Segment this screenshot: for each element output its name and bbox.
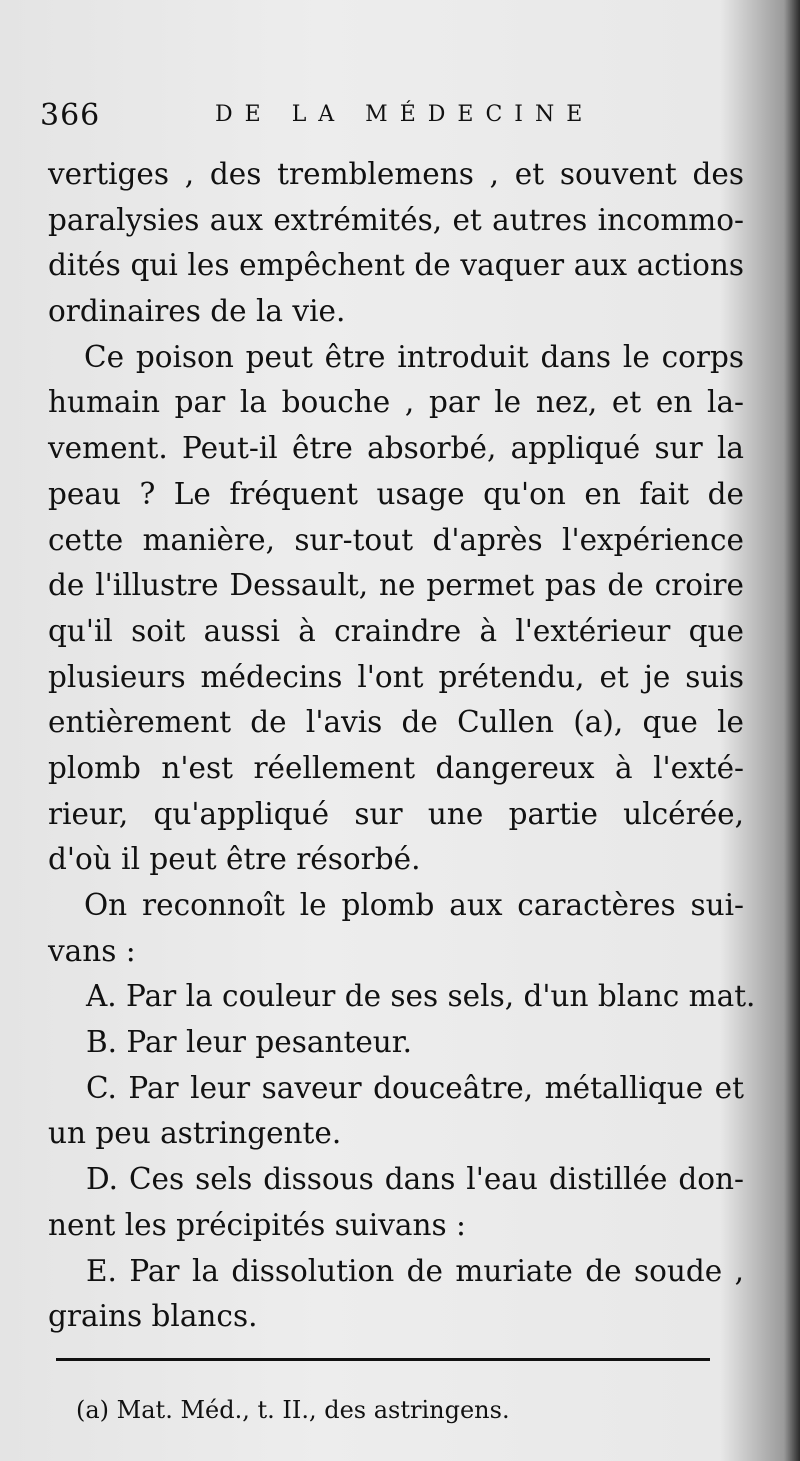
footnote: (a) Mat. Méd., t. II., des astringens. [76, 1396, 510, 1424]
text-line: d'où il peut être résorbé. [48, 842, 421, 877]
footnote-rule [56, 1358, 710, 1361]
text-line: ordinaires de la vie. [48, 294, 346, 329]
text-line: entièrement de l'avis de Cullen (a), que le [48, 705, 744, 740]
text-line: peau ? Le fréquent usage qu'on en fait de [48, 476, 744, 511]
body-text [48, 152, 756, 1340]
list-item-d: D. Ces sels dissous dans l'eau distillée don- [86, 1162, 744, 1197]
text-line: vertiges , des tremblemens , et souvent des [48, 157, 744, 191]
text-line: plusieurs médecins l'ont prétendu, et je suis [48, 659, 744, 694]
text-line: vement. Peut-il être absorbé, appliqué sur la [48, 431, 744, 466]
text-line: de l'illustre Dessault, ne permet pas de croire [48, 568, 744, 603]
text-line: cette manière, sur-tout d'après l'expérience [48, 522, 744, 557]
text-line: nent les précipités suivans : [48, 1207, 466, 1242]
text-line: dités qui les empêchent de vaquer aux actions [48, 248, 744, 283]
text-line: qu'il soit aussi à craindre à l'extérieur que [48, 613, 744, 648]
list-item-e: E. Par la dissolution de muriate de soude , [86, 1253, 744, 1288]
text-line: un peu astringente. [48, 1116, 342, 1151]
text-line: Ce poison peut être introduit dans le corps [84, 339, 744, 374]
list-item-a: A. Par la couleur de ses sels, d'un blanc mat. [86, 979, 756, 1014]
text-line: grains blancs. [48, 1299, 258, 1334]
text-line: plomb n'est réellement dangereux à l'exté- [48, 750, 744, 785]
text-line: vans : [48, 933, 136, 968]
running-head: DE LA MÉDECINE [215, 102, 595, 127]
text-line: paralysies aux extrémités, et autres incommo- [48, 202, 744, 237]
list-item-c: C. Par leur saveur douceâtre, métallique et [86, 1070, 744, 1105]
text-line: rieur, qu'appliqué sur une partie ulcérée, [48, 796, 744, 831]
page-header [40, 98, 760, 138]
list-item-b: B. Par leur pesanteur. [86, 1025, 413, 1060]
text-line: On reconnoît le plomb aux caractères sui- [84, 888, 744, 922]
page-number: 366 [40, 98, 101, 133]
text-line: humain par la bouche , par le nez, et en la- [48, 385, 744, 420]
